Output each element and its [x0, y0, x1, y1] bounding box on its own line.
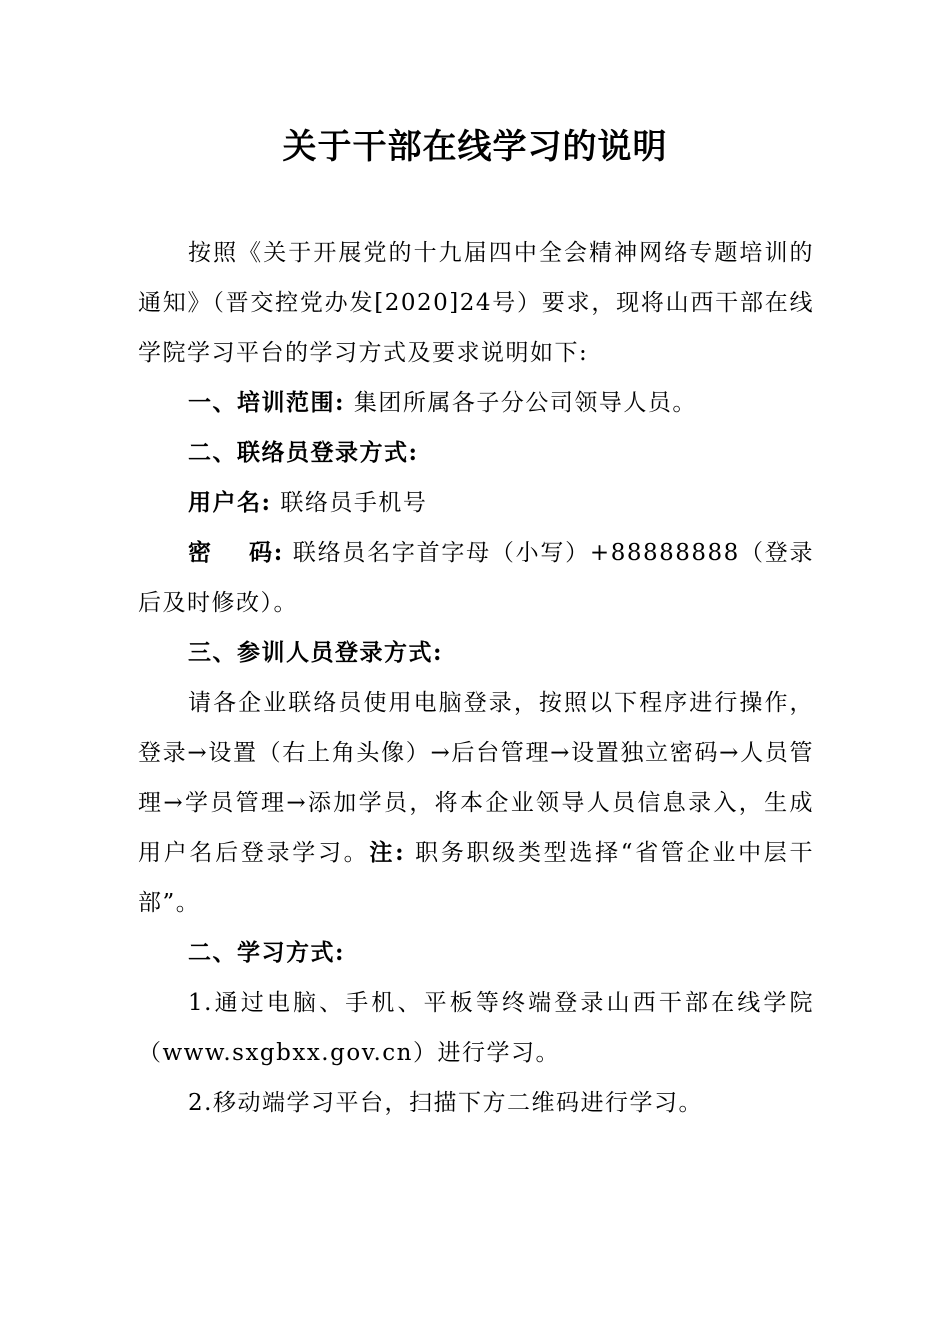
section-heading: 一、培训范围:: [188, 389, 345, 416]
learning-item-2: 2.移动端学习平台，扫描下方二维码进行学习。: [188, 1090, 703, 1116]
section-heading: 二、联络员登录方式:: [188, 439, 419, 466]
password-value: 联络员名字首字母（小写）+88888888（登录后及时修改）。: [138, 540, 815, 616]
section-text: 集团所属各子分公司领导人员。: [353, 390, 697, 416]
section-trainee-login: [138, 628, 814, 678]
username-value: 联络员手机号: [280, 490, 428, 516]
document-body: [138, 228, 814, 1128]
password-label-second: 码:: [248, 539, 284, 566]
password-line: [138, 528, 814, 628]
intro-paragraph: 按照《关于开展党的十九届四中全会精神网络专题培训的通知》（晋交控党办发[2020]24号）要求，现将山西干部在线学院学习平台的学习方式及要求说明如下:: [138, 240, 814, 366]
section-training-scope: [138, 378, 814, 428]
section-contact-login: [138, 428, 814, 478]
username-label: 用户名:: [188, 489, 272, 516]
trainee-login-text: 请各企业联络员使用电脑登录，按照以下程序进行操作，登录→设置（右上角头像）→后台管理→设置独立密码→人员管理→学员管理→添加学员，将本企业领导人员信息录入，生成用户名后登录学习。: [138, 690, 814, 866]
note-label: 注:: [369, 839, 406, 866]
username-line: [138, 478, 814, 528]
note-text: 职务职级类型选择“省管企业中层干部”。: [138, 840, 815, 916]
document-title: 关于干部在线学习的说明: [282, 127, 668, 167]
password-label-first: 密: [188, 539, 213, 566]
section-heading: 二、学习方式:: [188, 939, 345, 966]
section-heading: 三、参训人员登录方式:: [188, 639, 443, 666]
section-learning-method: [138, 928, 814, 978]
trainee-login-paragraph: [138, 678, 814, 928]
learning-item-1: 1.通过电脑、手机、平板等终端登录山西干部在线学院（www.sxgbxx.gov.cn）进行学习。: [138, 990, 814, 1066]
